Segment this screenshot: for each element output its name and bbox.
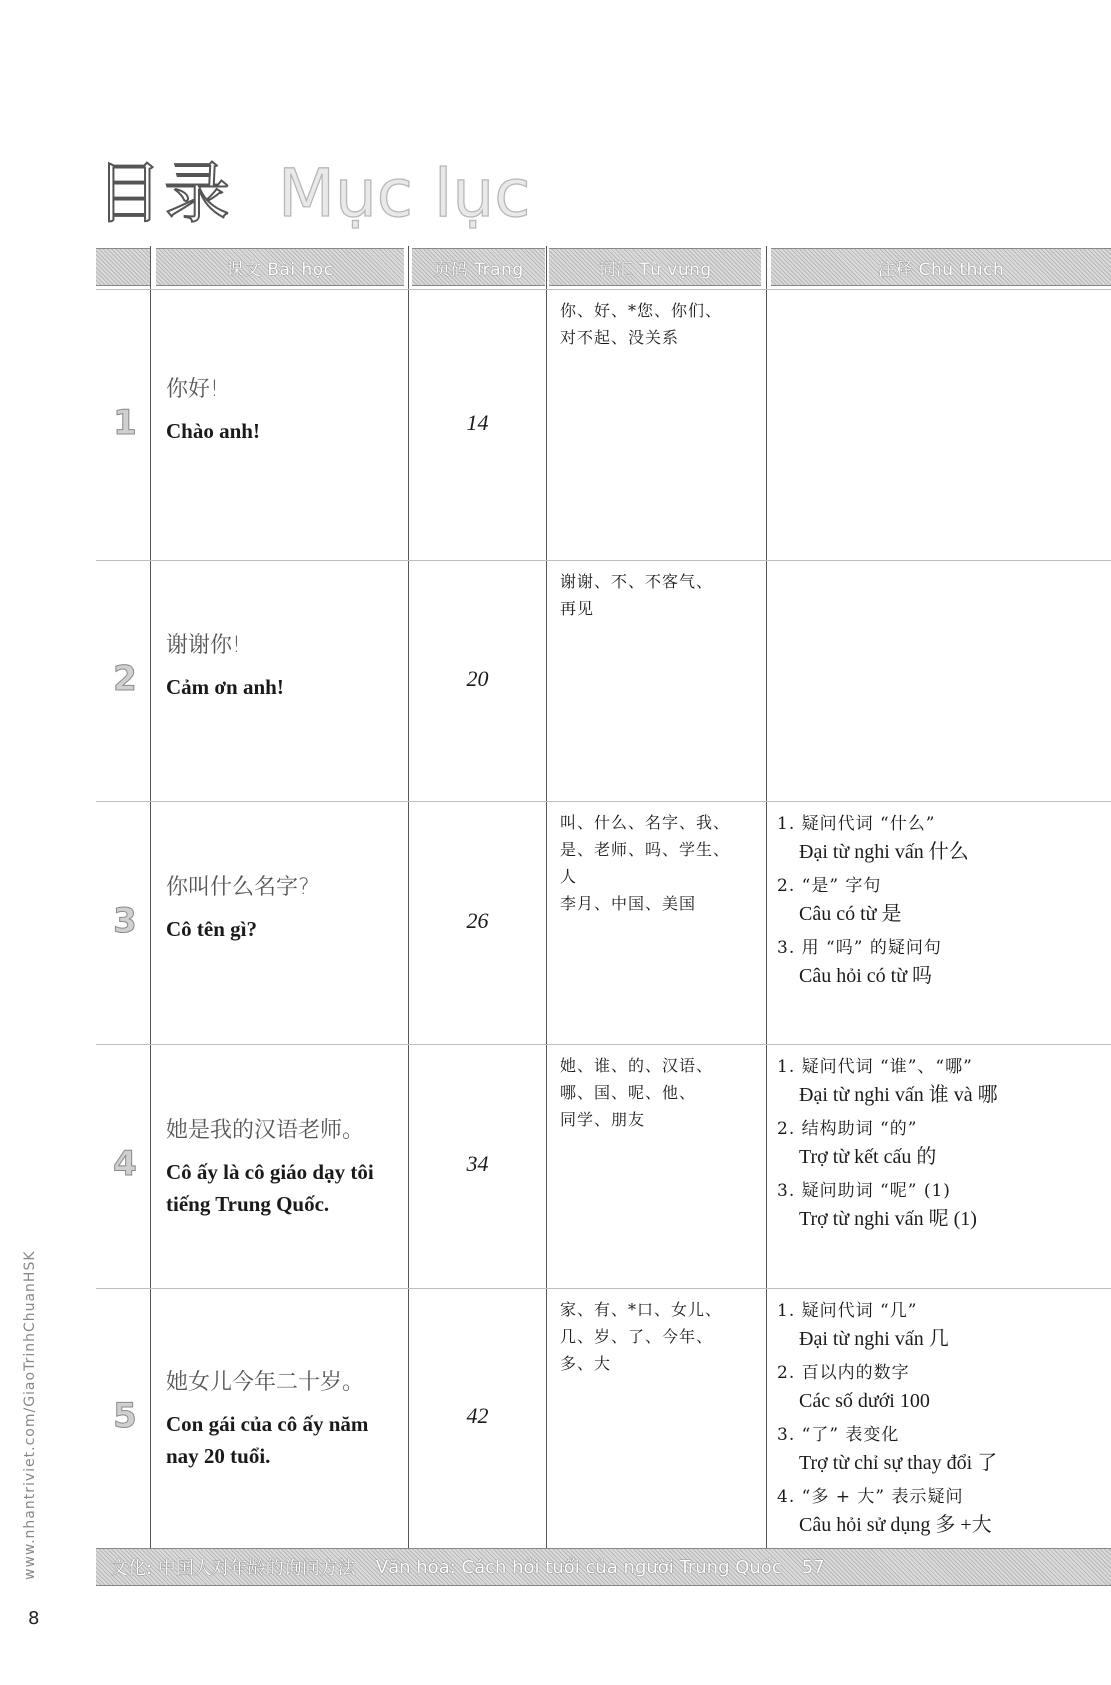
title-vietnamese: Mục lục [278,155,531,232]
note-chinese: 3. 疑问助词 “呢” (1) [777,1181,951,1201]
footer-page: 57 [801,1556,825,1578]
note-chinese: 2. 百以内的数字 [777,1363,910,1383]
lesson-title-chinese: 谢谢你! [166,632,241,658]
vocab-line: 多、大 [560,1354,612,1373]
note-chinese: 2. 结构助词 “的” [777,1119,918,1139]
note-vietnamese: Câu hỏi sử dụng 多 +大 [799,1514,992,1536]
vocab-line: 家、有、*口、女儿、 [560,1300,723,1319]
vocab-line: 是、老师、吗、学生、 [560,840,731,859]
lesson-title [166,631,406,703]
page-title [96,140,531,232]
lesson-vocab [560,809,755,917]
note-chinese: 1. 疑问代词 “什么” [777,814,936,834]
note-item [777,1298,1107,1354]
lesson-number: 2 [113,658,137,699]
lesson-page: 34 [466,1151,489,1176]
note-vietnamese: Trợ từ chỉ sự thay đổi 了 [799,1452,998,1474]
note-chinese: 3. 用 “吗” 的疑问句 [777,938,942,958]
vocab-line: 李月、中国、美国 [560,894,697,913]
note-vietnamese: Trợ từ kết cấu 的 [799,1146,937,1168]
header-notes: 注释 Chú thích [771,248,1111,286]
lesson-page: 42 [466,1403,489,1428]
footer-vietnamese: Văn hóa: Cách hỏi tuổi của người Trung Quốc [375,1556,782,1578]
note-chinese: 1. 疑问代词 “谁”、“哪” [777,1057,973,1077]
note-item [777,935,1107,991]
lesson-title-chinese: 她女儿今年二十岁。 [166,1370,365,1395]
lesson-title-vietnamese: Cô ấy là cô giáo dạy tôi tiếng Trung Quốc. [166,1160,374,1216]
note-item [777,1360,1107,1416]
lesson-title-vietnamese: Cảm ơn anh! [166,674,284,699]
lesson-title-vietnamese: Chào anh! [166,418,260,443]
note-vietnamese: Câu có từ 是 [799,903,902,925]
vocab-line: 人 [560,867,578,886]
lesson-notes [777,811,1107,997]
title-chinese: 目录 [96,155,232,232]
lesson-number: 3 [113,900,137,941]
footer-chinese: 文化: 中国人对年龄的询问方法 [110,1558,356,1579]
lesson-vocab [560,1296,755,1377]
note-vietnamese: Đại từ nghi vấn 什么 [799,841,969,863]
lesson-number: 5 [113,1396,137,1436]
lesson-notes [777,1298,1107,1546]
note-chinese: 3. “了” 表变化 [777,1425,900,1445]
note-item [777,811,1107,867]
note-chinese: 1. 疑问代词 “几” [777,1301,918,1321]
lesson-title [166,375,406,447]
note-item [777,1178,1107,1234]
note-item [777,1422,1107,1478]
row-divider [96,560,1111,561]
note-vietnamese: Câu hỏi có từ 吗 [799,965,933,987]
note-item [777,873,1107,929]
lesson-vocab [560,1052,755,1133]
vocab-line: 几、岁、了、今年、 [560,1327,714,1346]
note-item [777,1116,1107,1172]
vocab-line: 叫、什么、名字、我、 [560,813,731,832]
lesson-title-vietnamese: Con gái của cô ấy năm nay 20 tuổi. [166,1412,369,1468]
vocab-line: 哪、国、呢、他、 [560,1083,697,1102]
page-number: 8 [28,1608,40,1629]
vocab-line: 谢谢、不、不客气、 [560,572,714,591]
note-item [777,1054,1107,1110]
header-page: 页码 Trang [412,248,545,286]
header-lesson: 课文 Bài học [156,248,404,286]
lesson-notes [777,1054,1107,1240]
note-vietnamese: Trợ từ nghi vấn 呢 (1) [799,1208,977,1230]
note-vietnamese: Các số dưới 100 [799,1390,930,1412]
lesson-number: 4 [113,1144,137,1184]
lesson-title-chinese: 她是我的汉语老师。 [166,1118,365,1143]
column-divider [766,246,767,1548]
culture-footer [96,1548,1111,1586]
vocab-line: 同学、朋友 [560,1110,646,1129]
row-divider [96,289,1111,290]
header-number-cell [96,248,150,286]
note-vietnamese: Đại từ nghi vấn 几 [799,1328,949,1350]
lesson-title-vietnamese: Cô tên gì? [166,916,257,941]
row-divider [96,1044,1111,1045]
row-divider [96,1288,1111,1289]
note-item [777,1484,1107,1540]
lesson-title [166,1116,406,1220]
header-vocab: 词汇 Từ vựng [549,248,761,286]
side-url: www.nhantriviet.com/GiaoTrinhChuanHSK [22,1250,38,1580]
lesson-title [166,873,406,945]
vocab-line: 再见 [560,599,595,618]
vocab-line: 她、谁、的、汉语、 [560,1056,714,1075]
lesson-number: 1 [113,402,137,443]
note-chinese: 4. “多 + 大” 表示疑问 [777,1487,964,1507]
lesson-title-chinese: 你好! [166,376,219,402]
lesson-title-chinese: 你叫什么名字? [166,874,310,900]
row-divider [96,801,1111,802]
note-chinese: 2. “是” 字句 [777,876,882,896]
column-divider [546,246,547,1548]
lesson-page: 20 [466,665,489,691]
lesson-vocab [560,568,755,622]
lesson-page: 26 [466,907,489,933]
lesson-title [166,1368,406,1472]
vocab-line: 对不起、没关系 [560,328,680,347]
lesson-vocab [560,297,755,351]
column-divider [408,246,409,1548]
note-vietnamese: Đại từ nghi vấn 谁 và 哪 [799,1084,998,1106]
column-divider [150,246,151,1548]
vocab-line: 你、好、*您、你们、 [560,301,723,320]
lesson-page: 14 [466,409,489,435]
